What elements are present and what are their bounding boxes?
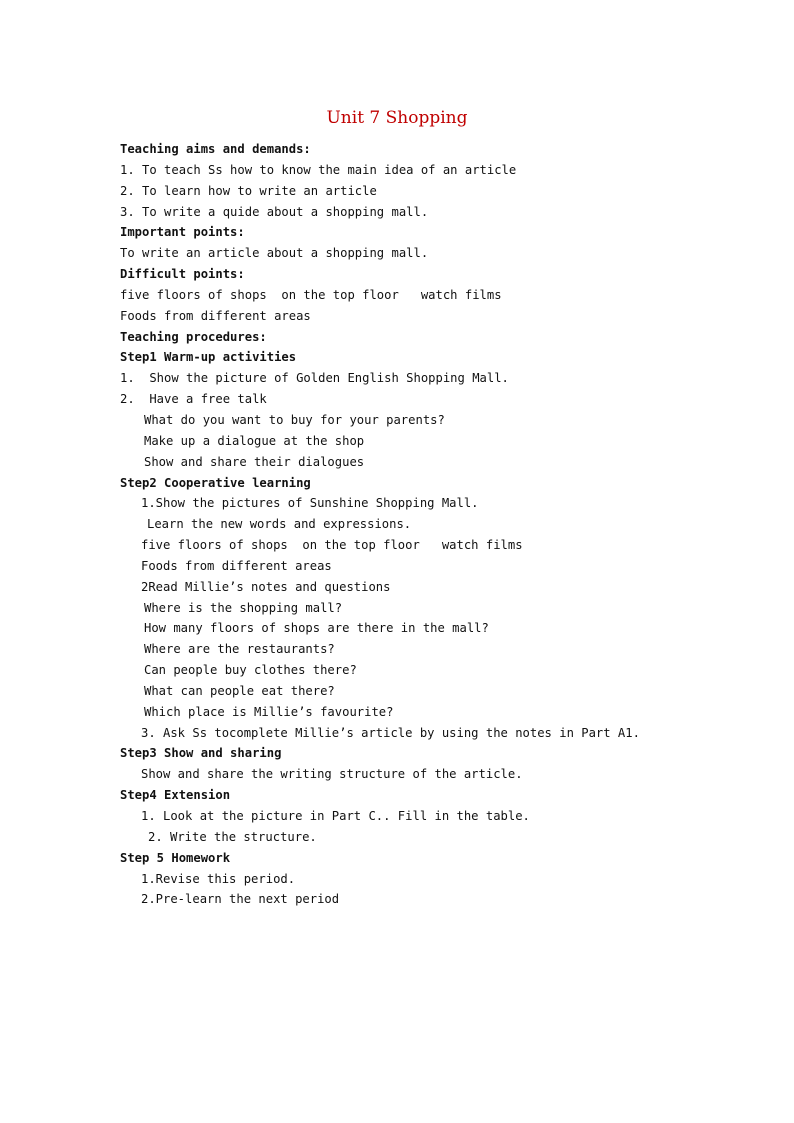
step2-question: Where is the shopping mall? <box>144 600 343 615</box>
heading-step3: Step3 Show and sharing <box>120 746 282 761</box>
step1-subitem: Make up a dialogue at the shop <box>144 433 365 448</box>
aim-item: 3. To write a quide about a shopping mall. <box>120 204 429 219</box>
step1-item: 1. Show the picture of Golden English Shopping Mall. <box>120 371 509 386</box>
heading-important-points: Important points: <box>120 225 245 240</box>
step1-item: 2. Have a free talk <box>120 392 267 407</box>
step3-text: Show and share the writing structure of the article. <box>141 767 523 782</box>
heading-step2: Step2 Cooperative learning <box>120 475 311 490</box>
step2-item: 1.Show the pictures of Sunshine Shopping Mall. <box>141 496 479 511</box>
step4-item: 1. Look at the picture in Part C.. Fill in the table. <box>141 809 530 823</box>
heading-step5: Step 5 Homework <box>120 850 231 865</box>
difficult-point-text: five floors of shops on the top floor watch films <box>120 287 502 302</box>
step5-item: 1.Revise this period. <box>141 871 296 886</box>
heading-step4: Step4 Extension <box>120 788 231 803</box>
difficult-point-text: Foods from different areas <box>120 308 311 323</box>
step2-subitem: five floors of shops on the top floor watch films <box>141 538 523 553</box>
step2-subitem: Learn the new words and expressions. <box>147 517 412 532</box>
step2-question: Which place is Millie’s favourite? <box>144 704 394 719</box>
heading-step1: Step1 Warm-up activities <box>120 350 297 365</box>
step5-item: 2.Pre-learn the next period <box>141 892 340 907</box>
page-title: Unit 7 Shopping <box>326 108 468 128</box>
step2-item: 3. Ask Ss tocomplete Millie’s article by using the notes in Part A1. <box>141 725 640 740</box>
step4-item: 2. Write the structure. <box>148 829 317 844</box>
step2-question: How many floors of shops are there in the mall? <box>144 621 489 636</box>
heading-difficult-points: Difficult points: <box>120 267 245 282</box>
step2-question: What can people eat there? <box>144 683 335 698</box>
step2-question: Can people buy clothes there? <box>144 663 357 678</box>
step1-subitem: Show and share their dialogues <box>144 454 365 469</box>
step2-subitem: Foods from different areas <box>141 558 332 573</box>
heading-teaching-aims: Teaching aims and demands: <box>120 142 311 156</box>
lesson-plan-body <box>120 139 720 910</box>
important-point-text: To write an article about a shopping mall. <box>120 246 429 261</box>
step1-subitem: What do you want to buy for your parents? <box>144 412 445 427</box>
step2-item: 2Read Millie’s notes and questions <box>141 579 391 594</box>
aim-item: 2. To learn how to write an article <box>120 183 377 198</box>
step2-question: Where are the restaurants? <box>144 642 335 657</box>
aim-item: 1. To teach Ss how to know the main idea of an article <box>120 162 517 177</box>
heading-teaching-procedures: Teaching procedures: <box>120 329 267 344</box>
